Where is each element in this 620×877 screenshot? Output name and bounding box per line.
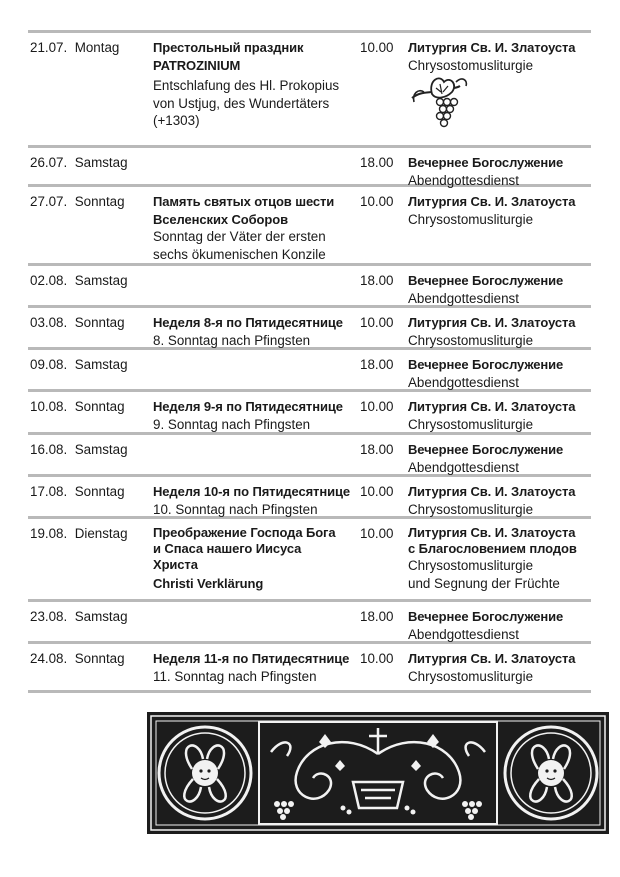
schedule-row <box>28 477 591 516</box>
feast-cell <box>153 193 363 263</box>
service-name-de-line2: und Segnung der Früchte <box>408 575 560 591</box>
service-time: 18.00 <box>360 442 394 457</box>
feast-title-de: 8. Sonntag nach Pfingsten <box>153 332 311 348</box>
schedule-row <box>28 392 591 432</box>
weekday: Montag <box>74 40 120 55</box>
feast-title-ru-line3: Христа <box>153 557 198 572</box>
service-cell <box>408 272 598 307</box>
service-cell <box>408 608 598 643</box>
service-name-ru: Вечернее Богослужение <box>408 357 564 372</box>
date: 09.08. <box>30 357 68 372</box>
service-name-ru: Вечернее Богослужение <box>408 273 564 288</box>
schedule-row <box>28 33 591 145</box>
date: 02.08. <box>30 273 68 288</box>
feast-title-ru: Неделя 10-я по Пятидесятнице <box>153 484 350 499</box>
service-time: 18.00 <box>360 609 394 624</box>
weekday: Sonntag <box>74 651 125 666</box>
date-cell <box>30 398 150 416</box>
service-time: 10.00 <box>360 399 394 414</box>
weekday: Sonntag <box>74 194 125 209</box>
service-name-de: Abendgottesdienst <box>408 374 519 390</box>
service-time: 18.00 <box>360 357 394 372</box>
service-time: 18.00 <box>360 155 394 170</box>
feast-title-de-line3: (+1303) <box>153 113 200 128</box>
service-time: 10.00 <box>360 315 394 330</box>
feast-title-ru: Память святых отцов шести <box>153 194 335 209</box>
service-cell <box>408 154 598 189</box>
service-time: 10.00 <box>360 651 394 666</box>
service-name-de: Abendgottesdienst <box>408 290 519 306</box>
weekday: Samstag <box>74 155 128 170</box>
service-cell <box>408 314 598 349</box>
service-name-ru: Литургия Св. И. Златоуста <box>408 651 576 666</box>
service-name-de: Chrysostomusliturgie <box>408 668 534 684</box>
service-cell <box>408 483 598 518</box>
service-name-ru: Литургия Св. И. Златоуста <box>408 40 576 55</box>
service-name-de: Abendgottesdienst <box>408 626 519 642</box>
schedule-row <box>28 602 591 641</box>
feast-title-de-line2: sechs ökumenischen Konzile <box>153 246 326 262</box>
feast-title-de: 11. Sonntag nach Pfingsten <box>153 668 317 684</box>
feast-title-ru: Преображение Господа Бога <box>153 525 336 540</box>
feast-title-de: Christi Verklärung <box>153 576 264 591</box>
feast-cell <box>153 650 363 685</box>
date: 16.08. <box>30 442 68 457</box>
service-name-de: Abendgottesdienst <box>408 172 519 188</box>
date: 24.08. <box>30 651 68 666</box>
service-name-ru: Литургия Св. И. Златоуста <box>408 399 576 414</box>
weekday: Dienstag <box>74 526 128 541</box>
date-cell <box>30 154 150 172</box>
date: 26.07. <box>30 155 68 170</box>
feast-cell <box>153 398 363 433</box>
date-cell <box>30 483 150 501</box>
schedule-row <box>28 148 591 188</box>
feast-cell <box>153 314 363 349</box>
service-name-ru: Вечернее Богослужение <box>408 609 564 624</box>
decorative-frieze <box>147 712 609 834</box>
date: 27.07. <box>30 194 68 209</box>
date-cell <box>30 193 150 211</box>
weekday: Sonntag <box>74 399 125 414</box>
service-name-ru-line2: с Благословением плодов <box>408 541 577 556</box>
weekday: Samstag <box>74 609 128 624</box>
schedule-row <box>28 308 591 347</box>
feast-title-de: Sonntag der Väter der ersten <box>153 229 326 244</box>
weekday: Sonntag <box>74 315 125 330</box>
service-cell <box>408 356 598 391</box>
schedule-row <box>28 266 591 305</box>
date: 21.07. <box>30 40 68 55</box>
weekday: Samstag <box>74 442 128 457</box>
date: 23.08. <box>30 609 68 624</box>
feast-title-ru-line2: PATROZINIUM <box>153 57 241 73</box>
schedule-row <box>28 187 591 263</box>
service-name-de: Chrysostomusliturgie <box>408 558 534 573</box>
schedule-row <box>28 644 591 688</box>
feast-cell <box>153 39 363 130</box>
feast-title-de: Entschlafung des Hl. Prokopius <box>153 78 340 93</box>
date: 10.08. <box>30 399 68 414</box>
service-time: 10.00 <box>360 40 394 55</box>
service-cell <box>408 525 598 592</box>
date-cell <box>30 650 150 668</box>
feast-title-ru: Неделя 8-я по Пятидесятнице <box>153 315 343 330</box>
service-time: 10.00 <box>360 194 394 209</box>
weekday: Sonntag <box>74 484 125 499</box>
service-name-ru: Литургия Св. И. Златоуста <box>408 194 576 209</box>
service-name-ru: Вечернее Богослужение <box>408 155 564 170</box>
service-cell <box>408 193 598 228</box>
date: 19.08. <box>30 526 68 541</box>
service-name-ru: Вечернее Богослужение <box>408 442 564 457</box>
feast-cell <box>153 483 363 518</box>
date: 03.08. <box>30 315 68 330</box>
service-name-de: Abendgottesdienst <box>408 459 519 475</box>
grapevine-ornament <box>410 72 470 134</box>
service-name-de: Chrysostomusliturgie <box>408 332 534 348</box>
service-name-de: Chrysostomusliturgie <box>408 501 534 517</box>
schedule-row <box>28 350 591 389</box>
feast-title-de-line2: von Ustjug, des Wundertäters <box>153 95 330 111</box>
service-time: 10.00 <box>360 484 394 499</box>
service-name-ru: Литургия Св. И. Златоуста <box>408 525 576 540</box>
feast-cell <box>153 525 363 592</box>
service-cell <box>408 650 598 685</box>
service-name-de: Chrysostomusliturgie <box>408 211 534 227</box>
feast-title-ru-line2: и Спаса нашего Иисуса <box>153 541 302 556</box>
date-cell <box>30 356 150 374</box>
weekday: Samstag <box>74 273 128 288</box>
service-name-ru: Литургия Св. И. Златоуста <box>408 315 576 330</box>
feast-title-ru: Неделя 11-я по Пятидесятнице <box>153 651 350 666</box>
service-cell <box>408 398 598 433</box>
schedule-table <box>28 30 591 688</box>
schedule-row <box>28 435 591 474</box>
service-name-de: Chrysostomusliturgie <box>408 57 534 73</box>
service-time: 18.00 <box>360 273 394 288</box>
date-cell <box>30 314 150 332</box>
date-cell <box>30 39 150 57</box>
schedule-row <box>28 519 591 599</box>
service-name-de: Chrysostomusliturgie <box>408 416 534 432</box>
feast-title-de: 9. Sonntag nach Pfingsten <box>153 416 311 432</box>
service-cell <box>408 39 598 74</box>
service-name-ru: Литургия Св. И. Златоуста <box>408 484 576 499</box>
feast-title-ru: Престольный праздник <box>153 40 304 55</box>
date-cell <box>30 608 150 626</box>
feast-title-ru: Неделя 9-я по Пятидесятнице <box>153 399 343 414</box>
feast-title-ru-line2: Вселенских Соборов <box>153 211 288 227</box>
date-cell <box>30 525 150 543</box>
date-cell <box>30 441 150 459</box>
weekday: Samstag <box>74 357 128 372</box>
bottom-divider <box>28 690 591 693</box>
service-cell <box>408 441 598 476</box>
service-time: 10.00 <box>360 526 394 541</box>
date: 17.08. <box>30 484 68 499</box>
feast-title-de: 10. Sonntag nach Pfingsten <box>153 501 318 517</box>
date-cell <box>30 272 150 290</box>
